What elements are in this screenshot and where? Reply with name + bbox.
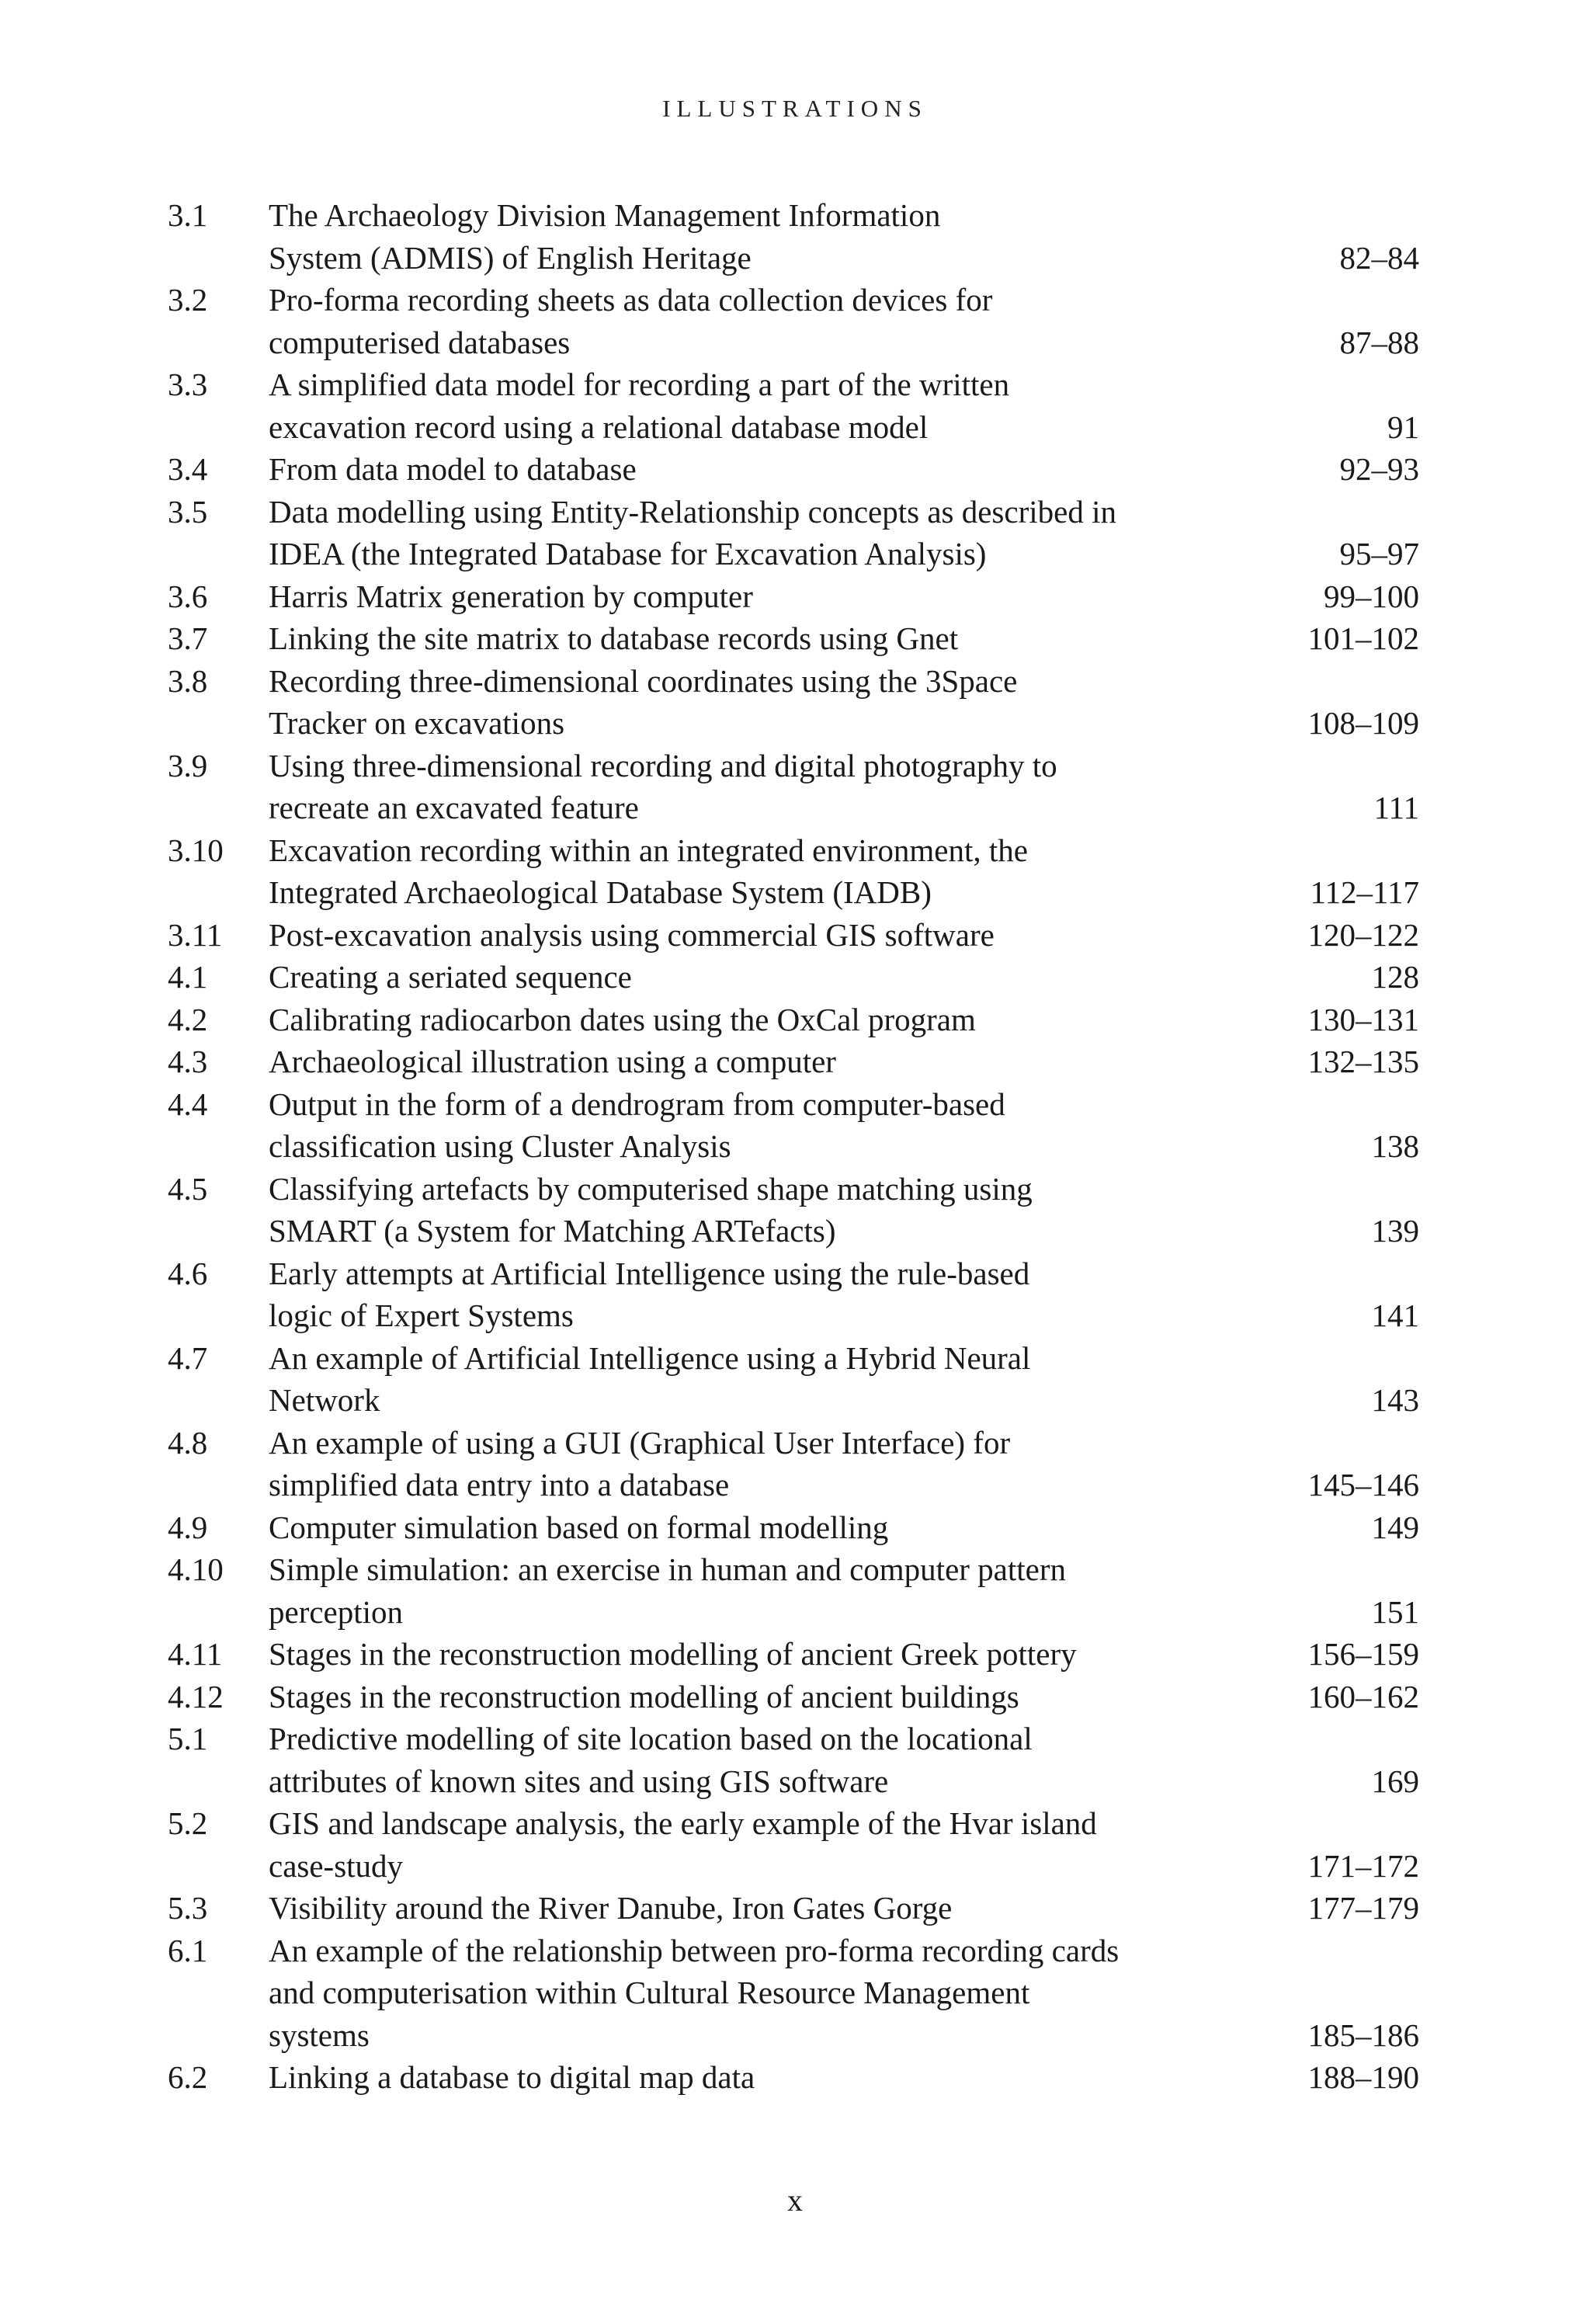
page-number: x (787, 2183, 803, 2218)
figure-caption (269, 1083, 1264, 1168)
page-range: 141 (1371, 1297, 1419, 1333)
list-item (168, 617, 1419, 660)
caption-line: SMART (a System for Matching ARTefacts) (269, 1213, 836, 1249)
list-item (168, 999, 1419, 1041)
figure-caption (269, 914, 1264, 957)
page-range: 99–100 (1324, 578, 1419, 614)
caption-line: classification using Cluster Analysis (269, 1128, 731, 1164)
figure-number: 3.9 (168, 747, 208, 783)
figure-caption (269, 1718, 1264, 1802)
caption-line: Creating a seriated sequence (269, 959, 632, 995)
caption-line: Output in the form of a dendrogram from computer-based (269, 1086, 1005, 1122)
figure-number: 3.11 (168, 916, 223, 953)
caption-line: computerised databases (269, 324, 571, 360)
figure-number: 4.4 (168, 1086, 208, 1122)
figure-caption (269, 1548, 1264, 1633)
page-range: 91 (1387, 408, 1419, 445)
page-range: 188–190 (1307, 2059, 1419, 2095)
caption-line: systems (269, 2017, 370, 2053)
figure-number: 3.4 (168, 451, 208, 487)
figure-number: 4.11 (168, 1636, 223, 1672)
figure-number: 3.6 (168, 578, 208, 614)
list-item (168, 1633, 1419, 1676)
caption-line: GIS and landscape analysis, the early example of the Hvar island (269, 1805, 1097, 1841)
figure-caption (269, 1802, 1264, 1887)
list-item (168, 279, 1419, 363)
figure-caption (269, 194, 1264, 279)
figure-caption (269, 999, 1264, 1041)
figure-caption (269, 1040, 1264, 1083)
figure-caption (269, 279, 1264, 363)
figure-caption (269, 1337, 1264, 1422)
caption-line: Post-excavation analysis using commercial GIS software (269, 916, 995, 953)
page-range: 112–117 (1310, 874, 1419, 910)
figure-number: 6.1 (168, 1932, 208, 1968)
figure-caption (269, 1422, 1264, 1506)
caption-line: Stages in the reconstruction modelling of ancient buildings (269, 1678, 1019, 1714)
caption-line: excavation record using a relational database model (269, 408, 929, 445)
figure-number: 3.10 (168, 832, 224, 868)
page-range: 95–97 (1339, 536, 1419, 571)
caption-line: case-study (269, 1847, 404, 1884)
page-range: 120–122 (1307, 916, 1419, 953)
caption-line: System (ADMIS) of English Heritage (269, 239, 752, 276)
caption-line: perception (269, 1593, 404, 1630)
list-item (168, 660, 1419, 745)
page-range: 128 (1371, 959, 1419, 995)
page-range: 130–131 (1307, 1001, 1419, 1037)
illustrations-list (168, 194, 1419, 2099)
figure-number: 4.1 (168, 959, 208, 995)
caption-line: Calibrating radiocarbon dates using the OxCal program (269, 1001, 976, 1037)
figure-caption (269, 1506, 1264, 1549)
caption-line: Harris Matrix generation by computer (269, 578, 753, 614)
figure-caption (269, 1676, 1264, 1718)
figure-caption (269, 829, 1264, 914)
caption-line: Linking a database to digital map data (269, 2059, 755, 2095)
figure-number: 5.2 (168, 1805, 208, 1841)
figure-caption (269, 491, 1264, 575)
figure-number: 4.12 (168, 1678, 224, 1714)
list-item (168, 491, 1419, 575)
figure-caption (269, 660, 1264, 745)
list-item (168, 194, 1419, 279)
caption-line: IDEA (the Integrated Database for Excavation Analysis) (269, 536, 987, 571)
figure-caption (269, 2056, 1264, 2099)
caption-line: Data modelling using Entity-Relationship concepts as described in (269, 493, 1116, 530)
figure-number: 4.8 (168, 1424, 208, 1461)
figure-caption (269, 1168, 1264, 1252)
caption-line: An example of Artificial Intelligence using a Hybrid Neural (269, 1339, 1031, 1376)
caption-line: Tracker on excavations (269, 705, 565, 741)
list-item (168, 1802, 1419, 1887)
list-item (168, 363, 1419, 448)
caption-line: Classifying artefacts by computerised shape matching using (269, 1170, 1033, 1207)
caption-line: From data model to database (269, 451, 637, 487)
figure-caption (269, 1252, 1264, 1337)
list-item (168, 1168, 1419, 1252)
list-item (168, 956, 1419, 999)
caption-line: The Archaeology Division Management Information (269, 197, 941, 233)
figure-caption (269, 448, 1264, 491)
caption-line: Recording three-dimensional coordinates using the 3Space (269, 662, 1018, 699)
list-item (168, 575, 1419, 618)
caption-line: recreate an excavated feature (269, 790, 639, 825)
figure-number: 3.1 (168, 197, 208, 233)
figure-number: 3.8 (168, 662, 208, 699)
figure-number: 4.9 (168, 1509, 208, 1545)
page-range: 169 (1371, 1763, 1419, 1799)
figure-caption (269, 745, 1264, 829)
page-range: 151 (1371, 1593, 1419, 1630)
figure-number: 3.3 (168, 366, 208, 402)
caption-line: Pro-forma recording sheets as data collection devices for (269, 282, 993, 318)
figure-caption (269, 617, 1264, 660)
figure-number: 3.7 (168, 620, 208, 656)
list-item (168, 1718, 1419, 1802)
list-item (168, 1506, 1419, 1549)
figure-number: 6.2 (168, 2059, 208, 2095)
list-item (168, 1548, 1419, 1633)
caption-line: An example of using a GUI (Graphical User Interface) for (269, 1424, 1011, 1461)
page-range: 149 (1371, 1509, 1419, 1545)
figure-number: 5.3 (168, 1890, 208, 1926)
figure-number: 5.1 (168, 1721, 208, 1756)
list-item (168, 914, 1419, 957)
page-range: 171–172 (1307, 1847, 1419, 1884)
page-range: 156–159 (1307, 1636, 1419, 1672)
page-range: 111 (1373, 790, 1419, 825)
figure-number: 4.7 (168, 1339, 208, 1376)
list-item (168, 829, 1419, 914)
list-item (168, 448, 1419, 491)
page-range: 108–109 (1307, 705, 1419, 741)
list-item (168, 1422, 1419, 1506)
page-range: 138 (1371, 1128, 1419, 1164)
figure-number: 3.2 (168, 282, 208, 318)
page-range: 132–135 (1307, 1044, 1419, 1079)
list-item (168, 1887, 1419, 1930)
figure-caption (269, 1887, 1264, 1930)
caption-line: Network (269, 1382, 380, 1418)
figure-caption (269, 956, 1264, 999)
figure-number: 3.5 (168, 493, 208, 530)
figure-caption (269, 363, 1264, 448)
caption-line: simplified data entry into a database (269, 1467, 730, 1502)
figure-number: 4.3 (168, 1044, 208, 1079)
caption-line: Early attempts at Artificial Intelligence using the rule-based (269, 1255, 1030, 1291)
page-range: 92–93 (1339, 451, 1419, 487)
caption-line: and computerisation within Cultural Resource Management (269, 1975, 1030, 2010)
figure-number: 4.10 (168, 1551, 224, 1587)
page-range: 82–84 (1339, 239, 1419, 276)
page-range: 87–88 (1339, 324, 1419, 360)
page-range: 160–162 (1307, 1678, 1419, 1714)
caption-line: A simplified data model for recording a part of the written (269, 366, 1010, 402)
list-item (168, 745, 1419, 829)
list-item (168, 1252, 1419, 1337)
caption-line: Using three-dimensional recording and digital photography to (269, 747, 1057, 783)
caption-line: Simple simulation: an exercise in human and computer pattern (269, 1551, 1067, 1587)
figure-number: 4.2 (168, 1001, 208, 1037)
figure-caption (269, 1930, 1264, 2057)
list-item (168, 1040, 1419, 1083)
list-item (168, 1930, 1419, 2057)
caption-line: Computer simulation based on formal modelling (269, 1509, 889, 1545)
caption-line: Excavation recording within an integrated environment, the (269, 832, 1028, 868)
figure-number: 4.6 (168, 1255, 208, 1291)
list-item (168, 1083, 1419, 1168)
list-item (168, 1337, 1419, 1422)
figure-number: 4.5 (168, 1170, 208, 1207)
list-item (168, 2056, 1419, 2099)
page-range: 145–146 (1307, 1467, 1419, 1502)
figure-caption (269, 575, 1264, 618)
caption-line: Visibility around the River Danube, Iron Gates Gorge (269, 1890, 953, 1926)
caption-line: Linking the site matrix to database records using Gnet (269, 620, 959, 656)
figure-caption (269, 1633, 1264, 1676)
caption-line: attributes of known sites and using GIS software (269, 1763, 889, 1799)
caption-line: An example of the relationship between pro-forma recording cards (269, 1932, 1120, 1968)
page-range: 177–179 (1307, 1890, 1419, 1926)
caption-line: logic of Expert Systems (269, 1297, 574, 1333)
caption-line: Integrated Archaeological Database System (IADB) (269, 874, 932, 910)
list-item (168, 1676, 1419, 1718)
caption-line: Predictive modelling of site location based on the locational (269, 1721, 1033, 1756)
page-range: 185–186 (1307, 2017, 1419, 2053)
page-range: 139 (1371, 1213, 1419, 1249)
caption-line: Archaeological illustration using a computer (269, 1044, 836, 1079)
page-range: 101–102 (1307, 620, 1419, 656)
page-range: 143 (1371, 1382, 1419, 1418)
running-header: ILLUSTRATIONS (662, 95, 928, 122)
caption-line: Stages in the reconstruction modelling of ancient Greek pottery (269, 1636, 1077, 1672)
